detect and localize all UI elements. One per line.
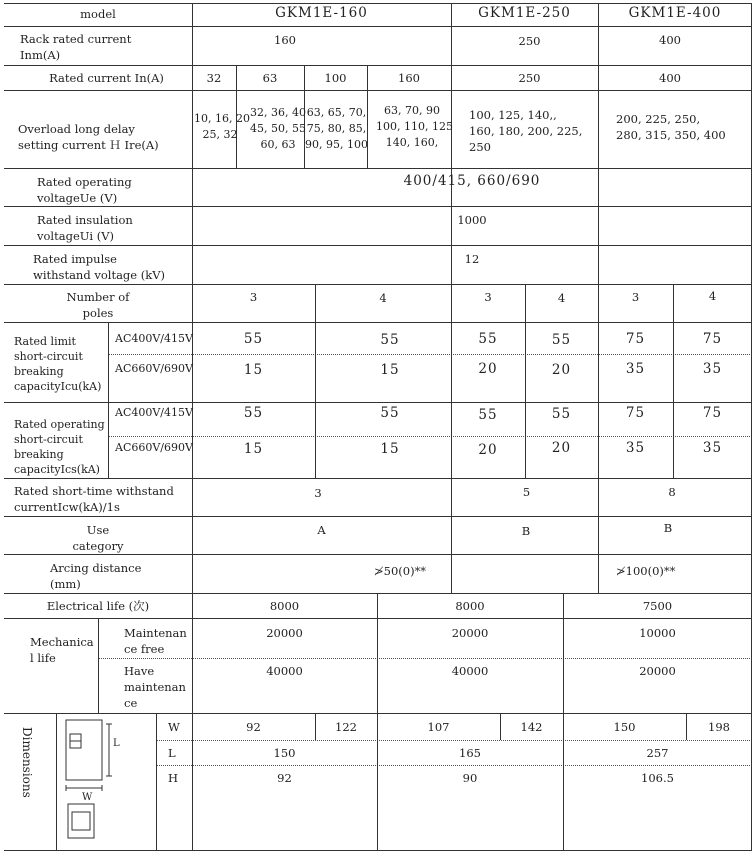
rule bbox=[98, 618, 99, 713]
dimension-w-value: 122 bbox=[335, 720, 357, 734]
dimension-h-value: 90 bbox=[462, 771, 478, 785]
overload-32: 10, 16, 20 25, 32 bbox=[194, 112, 250, 141]
rule bbox=[4, 593, 752, 594]
icu-value: 15 bbox=[380, 362, 400, 378]
rated-current-label: Rated current In(A) bbox=[49, 71, 164, 85]
poles-value: 3 bbox=[249, 290, 258, 304]
electrical-life-160: 8000 bbox=[269, 599, 300, 613]
poles-value: 4 bbox=[379, 291, 387, 305]
icu-value: 55 bbox=[551, 332, 572, 348]
rule bbox=[4, 618, 752, 619]
figure-dimension-w: W bbox=[82, 792, 93, 803]
maintenance-free-value: 10000 bbox=[639, 626, 676, 640]
icw-label: Rated short-time withstand currentIcw(kA)/1s bbox=[14, 484, 174, 514]
poles-label: Number of poles bbox=[66, 290, 130, 320]
ics-value: 55 bbox=[243, 405, 264, 421]
ics-value: 15 bbox=[243, 441, 264, 457]
rule bbox=[108, 436, 752, 437]
rule bbox=[56, 713, 57, 850]
model-gkm1e-250: GKM1E-250 bbox=[478, 5, 571, 21]
dimensions-title: Dimensions bbox=[20, 726, 34, 798]
icu-value: 20 bbox=[551, 362, 572, 378]
overload-63: 32, 36, 40 45, 50, 55 60, 63 bbox=[250, 106, 306, 151]
ics-value: 20 bbox=[478, 442, 498, 458]
rack-current-250: 250 bbox=[518, 34, 541, 48]
rack-current-400: 400 bbox=[659, 33, 681, 47]
dimension-w-value: 150 bbox=[613, 720, 636, 734]
rule bbox=[4, 554, 752, 555]
dimension-l-value: 150 bbox=[273, 746, 296, 760]
rule bbox=[4, 245, 752, 246]
rated-current-100: 100 bbox=[324, 71, 347, 85]
arcing-distance-400: ≯100(0)** bbox=[616, 564, 676, 578]
use-category-label: Use category bbox=[72, 523, 124, 553]
use-category-160: A bbox=[317, 523, 326, 537]
rule bbox=[4, 516, 752, 517]
icu-value: 20 bbox=[478, 361, 498, 377]
rule bbox=[108, 354, 752, 355]
rule bbox=[156, 765, 752, 766]
dimension-w-label: W bbox=[168, 720, 180, 734]
rule bbox=[4, 402, 752, 403]
rule bbox=[4, 206, 752, 207]
have-maintenance-value: 20000 bbox=[639, 664, 676, 678]
use-category-400: B bbox=[663, 521, 673, 535]
arcing-distance-label: Arcing distance (mm) bbox=[50, 561, 142, 591]
rack-current-160: 160 bbox=[274, 33, 296, 47]
ics-value: 75 bbox=[625, 405, 646, 421]
dimension-l-value: 165 bbox=[459, 746, 481, 760]
ue-value: 400/415, 660/690 bbox=[403, 173, 541, 189]
rule bbox=[4, 168, 752, 169]
ics-ac400-label: AC400V/415V bbox=[115, 406, 193, 419]
rule bbox=[108, 322, 109, 478]
ics-ac660-label: AC660V/690V bbox=[115, 441, 193, 454]
rule bbox=[156, 740, 752, 741]
overload-160: 63, 70, 90 100, 110, 125 140, 160, bbox=[376, 104, 453, 149]
overload-400: 200, 225, 250, 280, 315, 350, 400 bbox=[616, 112, 726, 142]
use-category-250: B bbox=[521, 524, 531, 538]
ics-value: 35 bbox=[625, 440, 646, 456]
icw-400: 8 bbox=[668, 485, 676, 499]
icu-value: 75 bbox=[625, 331, 646, 347]
icw-250: 5 bbox=[522, 485, 531, 499]
ui-value: 1000 bbox=[457, 213, 487, 227]
dimension-w-value: 107 bbox=[427, 720, 450, 734]
arcing-distance-160-250: ≯50(0)** bbox=[374, 564, 427, 578]
icu-value: 35 bbox=[625, 361, 646, 377]
model-label: model bbox=[80, 7, 116, 21]
rule bbox=[156, 713, 157, 850]
overload-label: Overload long delay setting current Ｈ Ire(A) bbox=[18, 122, 159, 152]
ics-value: 55 bbox=[478, 407, 498, 423]
rule bbox=[4, 90, 752, 91]
dimension-l-value: 257 bbox=[646, 746, 669, 760]
icw-160: 3 bbox=[314, 486, 322, 500]
rule bbox=[4, 322, 752, 323]
poles-value: 4 bbox=[708, 289, 717, 303]
rated-current-400: 400 bbox=[659, 71, 681, 85]
breaker-outline-figure bbox=[58, 716, 154, 846]
model-gkm1e-160: GKM1E-160 bbox=[275, 5, 368, 21]
dimension-w-value: 142 bbox=[520, 720, 543, 734]
dimension-h-value: 106.5 bbox=[641, 771, 674, 785]
ui-label: Rated insulation voltageUi (V) bbox=[37, 213, 133, 243]
ics-value: 15 bbox=[380, 441, 400, 457]
ics-value: 55 bbox=[551, 406, 572, 422]
ics-label: Rated operating short-circuit breaking capacityIcs(kA) bbox=[14, 418, 105, 476]
overload-250: 100, 125, 140,, 160, 180, 200, 225, 250 bbox=[469, 108, 583, 154]
ics-value: 55 bbox=[380, 405, 400, 421]
have-maintenance-label: Have maintenan ce bbox=[124, 664, 186, 710]
rule bbox=[4, 65, 752, 66]
icu-ac660-label: AC660V/690V bbox=[115, 362, 193, 375]
icu-value: 75 bbox=[702, 331, 723, 347]
rated-current-63: 63 bbox=[262, 71, 278, 85]
electrical-life-250: 8000 bbox=[455, 599, 485, 613]
rule bbox=[4, 284, 752, 285]
rule bbox=[4, 478, 752, 479]
electrical-life-400: 7500 bbox=[642, 599, 673, 613]
rated-current-160: 160 bbox=[398, 71, 420, 85]
ue-label: Rated operating voltageUe (V) bbox=[37, 175, 132, 205]
rule bbox=[98, 658, 752, 659]
maintenance-free-value: 20000 bbox=[451, 626, 489, 640]
overload-100: 63, 65, 70, 75, 80, 85, 90, 95, 100 bbox=[305, 106, 368, 151]
rated-current-250: 250 bbox=[518, 71, 541, 85]
rated-current-32: 32 bbox=[206, 71, 222, 85]
icu-value: 35 bbox=[702, 361, 723, 377]
icu-value: 55 bbox=[380, 332, 400, 348]
dimension-w-value: 198 bbox=[708, 720, 730, 734]
model-gkm1e-400: GKM1E-400 bbox=[628, 5, 722, 21]
icu-value: 55 bbox=[478, 331, 498, 347]
icu-value: 55 bbox=[243, 331, 264, 347]
rack-current-label: Rack rated current Inm(A) bbox=[20, 32, 132, 62]
ics-value: 20 bbox=[551, 440, 572, 456]
dimension-w-value: 92 bbox=[246, 720, 261, 734]
dimension-h-value: 92 bbox=[277, 771, 292, 785]
ics-value: 75 bbox=[702, 405, 723, 421]
uimp-value: 12 bbox=[464, 252, 480, 266]
rule bbox=[4, 713, 752, 714]
poles-value: 3 bbox=[484, 290, 492, 304]
poles-value: 4 bbox=[557, 291, 566, 305]
icu-label: Rated limit short-circuit breaking capacityIcu(kA) bbox=[14, 335, 102, 393]
have-maintenance-value: 40000 bbox=[266, 664, 303, 678]
figure-dimension-l: L bbox=[113, 738, 120, 749]
icu-ac400-label: AC400V/415V bbox=[115, 332, 193, 345]
maintenance-free-label: Maintenan ce free bbox=[124, 626, 187, 656]
rule bbox=[4, 26, 752, 27]
have-maintenance-value: 40000 bbox=[451, 664, 489, 678]
rule bbox=[4, 3, 752, 4]
icu-value: 15 bbox=[243, 362, 264, 378]
dimension-l-label: L bbox=[168, 746, 176, 760]
maintenance-free-value: 20000 bbox=[266, 626, 303, 640]
poles-value: 3 bbox=[631, 290, 640, 304]
mechanical-life-label: Mechanica l life bbox=[30, 635, 94, 665]
uimp-label: Rated impulse withstand voltage (kV) bbox=[33, 252, 165, 282]
dimension-h-label: H bbox=[168, 771, 179, 785]
electrical-life-label: Electrical life (次) bbox=[46, 599, 150, 613]
ics-value: 35 bbox=[702, 440, 723, 456]
rule bbox=[4, 850, 752, 851]
